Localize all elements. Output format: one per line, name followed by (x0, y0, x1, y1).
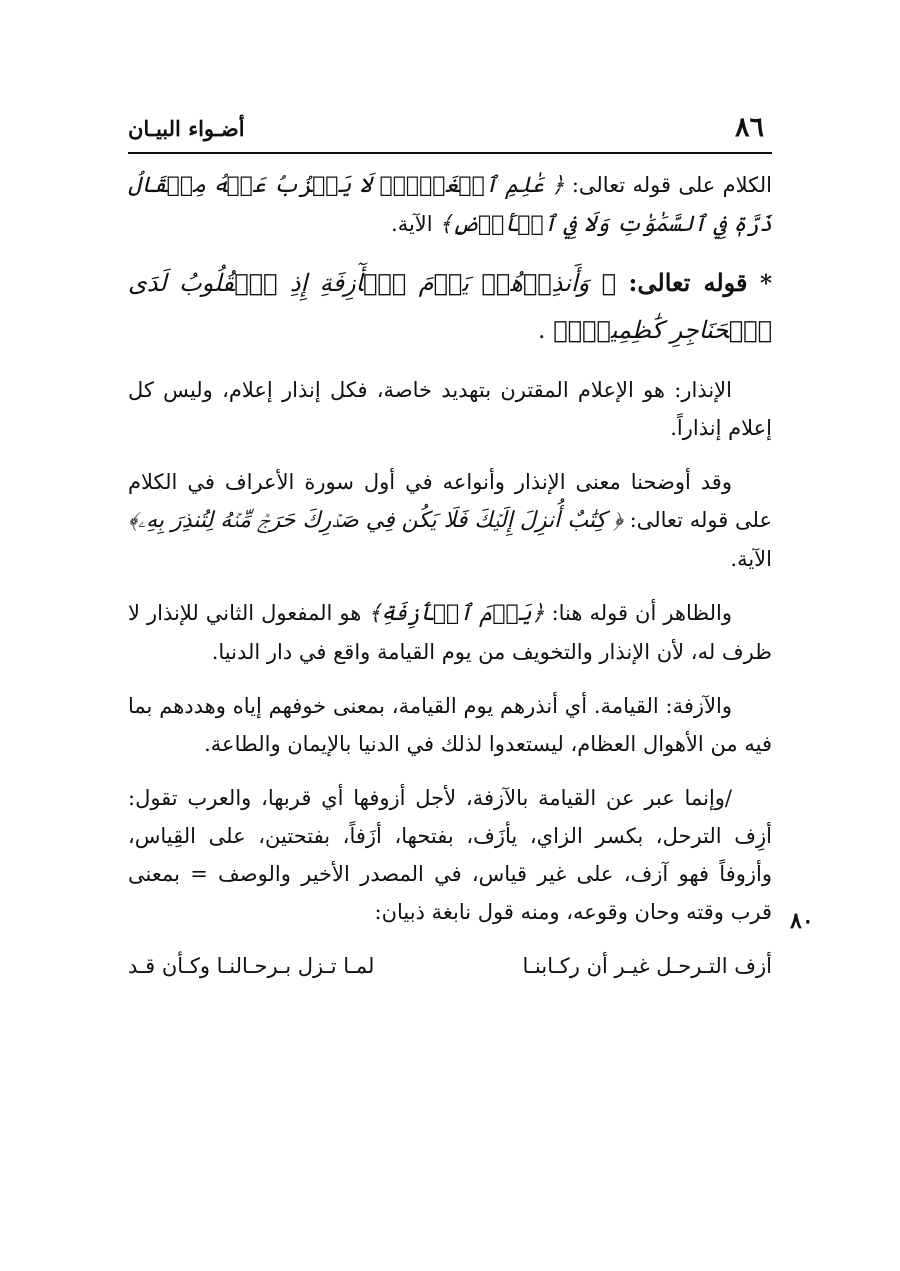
paragraph-tail: الآية. (730, 547, 772, 571)
paragraph-araf (128, 463, 772, 578)
paragraph-zahir (128, 594, 772, 671)
poetry-verse (128, 947, 772, 985)
verse-first-hemistich: أزف التـرحـل غيـر أن ركـابنـا (522, 954, 772, 978)
paragraph-linguistic: /وإنما عبر عن القيامة بالآزفة، لأجل أزوفها أي قربها، والعرب تقول: أزِف الترحل، بكسر الزاي، يأزَف، بفتحها، أزَفاً، بفتحتين، على القِياس، وأزوفاً فهو آزف، على غير قياس، في المصدر الأخير والوصف = بمعنى قرب وقته وحان وقوعه، ومنه قول نابغة ذبيان: (128, 786, 772, 924)
body-text (128, 166, 772, 985)
paragraph-tail: الآية. (391, 212, 433, 236)
paragraph-text: وقد أوضحنا معنى الإنذار وأنواعه في أول سورة الأعراف في الكلام على قوله تعالى: (128, 470, 772, 532)
paragraph-text: والظاهر أن قوله هنا: (551, 601, 732, 625)
quran-quote: ﴿ عَٰلِمِ ٱلۡغَيۡبِۖ لَا يَعۡزُبُ عَنۡهُ مِثۡقَالُ ذَرَّةٖ فِي ٱلسَّمَٰوَٰتِ وَلَا فِي ٱلۡأَرۡضِ﴾ (128, 173, 772, 237)
heading-label: قوله تعالى: (628, 268, 748, 297)
paragraph-azifa: والآزفة: القيامة. أي أنذرهم يوم القيامة، بمعنى خوفهم إياه وهددهم بما فيه من الأهوال العظام، ليستعدوا لذلك في الدنيا بالإيمان والطاعة. (128, 694, 772, 756)
paragraph-tail: هو المفعول الثاني للإنذار لا ظرف له، لأن الإنذار والتخويف من يوم القيامة واقع في دار الدنيا. (128, 601, 772, 664)
margin-page-reference: ٨٠ (790, 908, 814, 934)
quran-quote: ﴿ وَأَنذِرۡهُمۡ يَوۡمَ ٱلۡأٓزِفَةِ إِذِ ٱلۡقُلُوبُ لَدَى ٱلۡحَنَاجِرِ كَٰظِمِينَۚ﴾ (128, 269, 772, 344)
quran-quote: ﴿يَوۡمَ ٱلۡأٓزِفَةِ﴾ (368, 601, 545, 626)
paragraph-indhar: الإنذار: هو الإعلام المقترن بتهديد خاصة، فكل إنذار إعلام، وليس كل إعلام إنذاراً. (128, 378, 772, 440)
asterisk-icon: * (759, 270, 773, 297)
header-rule (128, 152, 772, 154)
paragraph-opening (128, 166, 772, 244)
running-head-title: أضـواء البيـان (128, 116, 245, 141)
quran-quote: ﴿ كِتَٰبٌ أُنزِلَ إِلَيۡكَ فَلَا يَكُن فِي صَدۡرِكَ حَرَجٞ مِّنۡهُ لِتُنذِرَ بِهِۦ﴾ (128, 508, 623, 533)
page-number: ٨٦ (734, 112, 764, 143)
section-heading (128, 260, 772, 353)
heading-tail: . (537, 316, 546, 344)
paragraph-text: الكلام على قوله تعالى: (571, 173, 772, 197)
verse-second-hemistich: لمـا تـزل بـرحـالنـا وكـأن قـد (128, 954, 375, 978)
page-header (128, 112, 772, 152)
